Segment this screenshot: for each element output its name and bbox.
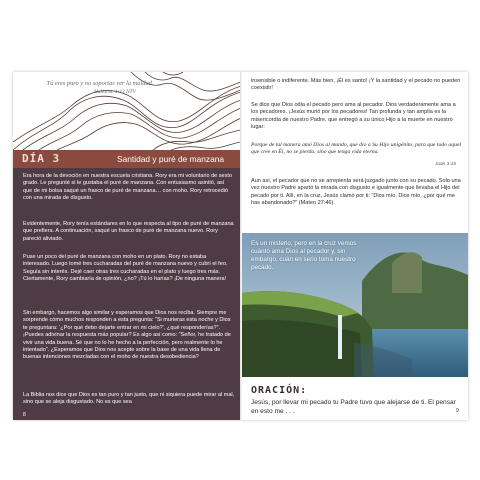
verse-reference: Habacuc 1:13 NTV (94, 89, 136, 95)
body-paragraph: Aun así, el pecador que no se arrepienta será juzgado junto con su pecado. Solo una vez nuestro Padre apartó la mirada con disgusto e igualmente que llevaba el Hijo del pecado por ti. Allí, en la cruz, Jesús clamó por ti: “Dios mío, Dios mío, ¿por qué me has abandonado?” (Mateo 27:46). (251, 178, 461, 207)
book-spread (13, 72, 468, 420)
body-paragraph: Se dice que Dios odia el pecado pero ama al pecador. Dios verdaderamente ama a los pecadores. ¡Jesús murió por los pecadores! Tan profunda y tan amplia es la misericordia de nuestro Padre, que entregó a su único Hijo a la muerte en nuestro lugar: (251, 102, 456, 131)
prayer-text: Jesús, por llevar mi pecado tu Padre tuvo que alejarse de ti. El pensar en esto me . . . (251, 399, 456, 415)
left-page (13, 72, 241, 420)
page-number: 9 (456, 408, 459, 414)
body-paragraph: Evidentemente, Rory tenía estándares en lo que respecta al tipo de puré de manzana que prefiera. A continuación, saqué un frasco de puré de manzana nuevo. Rory pareció aliviado. (23, 221, 234, 242)
body-paragraph: Sin embargo, hacemos algo similar y esperamos que Dios nos reciba. Siempre me sorprende cómo muchos responden a esta pregunta: “Si murieras esta noche y Dios te preguntara: ‘¿Por qué debo dejarte entrar en mi cielo?’, ¿qué responderías?”. ¡Puedes adivinar la respuesta más popular? Es algo así como: “Señor, he tratado de vivir una vida buena. Sé que no lo he hecho a la perfección, pero realmente lo he intentado”. ¿Esperamos que Dios nos acepte sobre la base de una vida llena de buenas intenciones mezcladas con el moho de nuestra desobediencia? (23, 310, 231, 361)
photo-caption: Es un misterio, pero en la cruz vemos cuánto ama Dios al pecador y, sin embargo, cuán en serio toma nuestro pecado. (251, 240, 357, 271)
day-title-bar (13, 150, 241, 168)
body-paragraph: Era hora de la devoción en nuestra escuela cristiana. Rory era mi voluntario de sexto grado. Le pregunté si le gustaba el puré de manzana. Con entusiasmo asintió, así que de mi bolsa saqué un frasco de puré de manzana… con moho. Rory retrocedió con una mirada de disgusto. (23, 173, 233, 202)
body-paragraph: Puse un poco del puré de manzana con moho en un plato. Rory no estaba interesado. Luego tomé tres cucharadas del puré de manzana nuevo y cubrí el feo. Seguía sin interés. Dejé caer otras tres cucharadas en el plato y luego tres más. Ciertamente, Rory cambiaría de opinión, ¿no? ¡Tú lo harías? ¡De ninguna manera! (23, 254, 228, 283)
right-page (242, 72, 468, 420)
header-verse (35, 80, 165, 96)
page-number: 8 (23, 412, 26, 418)
body-paragraph: insensible o indiferente. Más bien, ¡Él es santo! ¡Y la santidad y el pecado no pueden coexistir! (251, 78, 461, 92)
prayer-label: ORACIÓN: (251, 385, 308, 396)
body-paragraph: La Biblia nos dice que Dios es tan puro y tan justo, que ni siquiera puede mirar al mal, sino que se aleja disgustado. No es que sea (23, 392, 235, 406)
devotion-title: Santidad y puré de manzana (117, 154, 225, 164)
day-label: DÍA 3 (22, 152, 61, 165)
scripture-quote: Porque de tal manera amó Dios al mundo, que dio a Su Hijo unigénito, para que todo aquel que cree en Él, no se pierda, sino que tenga vida eterna. (251, 142, 462, 156)
scripture-reference: Juan 3:16 (434, 162, 456, 167)
left-text-panel (13, 168, 241, 420)
verse-text: Tú eres puro y no soportas ver la maldad. (46, 80, 154, 87)
